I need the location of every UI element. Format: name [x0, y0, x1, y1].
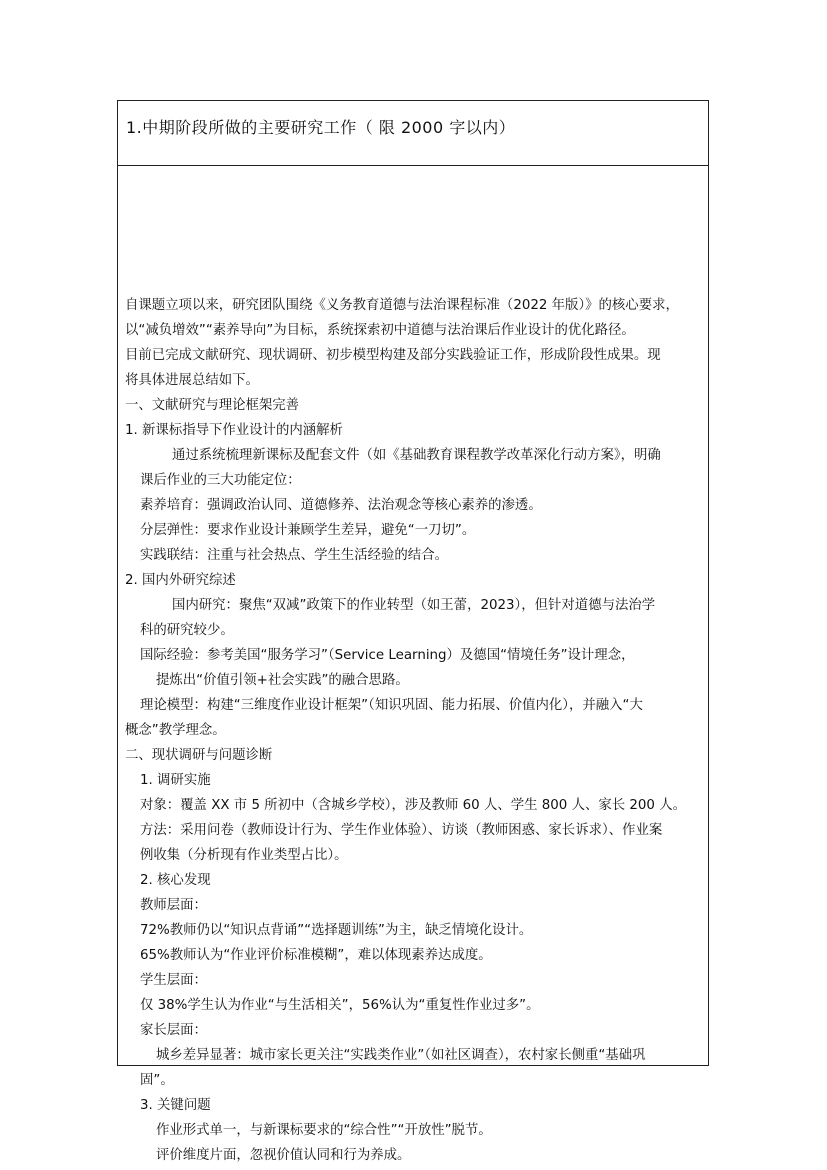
- list-item: 评价维度片面，忽视价值认同和行为养成。: [156, 1148, 411, 1163]
- heading-level-1: 一、文献研究与理论框架完善: [125, 398, 300, 413]
- heading-level-2: 1. 新课标指导下作业设计的内涵解析: [125, 423, 343, 438]
- list-item: 仅 38%学生认为作业“与生活相关”，56%认为“重复性作业过多”。: [140, 998, 540, 1013]
- paragraph-line: 国际经验：参考美国“服务学习”（Service Learning）及德国“情境任务”设计理念，: [140, 648, 635, 663]
- heading-level-2: 2. 核心发现: [140, 873, 211, 888]
- list-item: 65%教师认为“作业评价标准模糊”，难以体现素养达成度。: [140, 948, 492, 963]
- list-item: 城乡差异显著：城市家长更关注“实践类作业”（如社区调查），农村家长侧重“基础巩: [156, 1048, 646, 1063]
- list-item: 实践联结：注重与社会热点、学生生活经验的结合。: [140, 548, 448, 563]
- paragraph-line: 提炼出“价值引领+社会实践”的融合思路。: [156, 673, 409, 688]
- heading-level-2: 3. 关键问题: [140, 1098, 211, 1113]
- subheading: 家长层面：: [140, 1023, 207, 1038]
- paragraph-line: 课后作业的三大功能定位：: [140, 473, 301, 488]
- paragraph-line: 国内研究：聚焦“双减”政策下的作业转型（如王蕾，2023），但针对道德与法治学: [172, 598, 656, 613]
- section-header-cell: [118, 101, 708, 166]
- list-item: 素养培育：强调政治认同、道德修养、法治观念等核心素养的渗透。: [140, 498, 542, 513]
- list-item: 固”。: [140, 1073, 174, 1088]
- list-item: 作业形式单一，与新课标要求的“综合性”“开放性”脱节。: [156, 1123, 492, 1138]
- paragraph-line: 通过系统梳理新课标及配套文件（如《基础教育课程教学改革深化行动方案》，明确: [172, 448, 661, 463]
- paragraph-line: 科的研究较少。: [140, 623, 234, 638]
- list-item: 72%教师仍以“知识点背诵”“选择题训练”为主，缺乏情境化设计。: [140, 923, 533, 938]
- paragraph-line: 目前已完成文献研究、现状调研、初步模型构建及部分实践验证工作，形成阶段性成果。现: [125, 348, 661, 363]
- paragraph-line: 将具体进展总结如下。: [125, 373, 259, 388]
- heading-level-2: 2. 国内外研究综述: [125, 573, 236, 588]
- paragraph-line: 概念”教学理念。: [125, 723, 226, 738]
- paragraph-line: 方法：采用问卷（教师设计行为、学生作业体验）、访谈（教师困惑、家长诉求）、作业案: [140, 823, 663, 838]
- heading-level-1: 二、现状调研与问题诊断: [125, 748, 273, 763]
- section-body: [118, 166, 708, 1163]
- heading-level-2: 1. 调研实施: [140, 773, 211, 788]
- paragraph-line: 理论模型：构建“三维度作业设计框架”（知识巩固、能力拓展、价值内化），并融入“大: [140, 698, 643, 713]
- subheading: 学生层面：: [140, 973, 207, 988]
- section-title: 1.中期阶段所做的主要研究工作（ 限 2000 字以内）: [126, 118, 516, 137]
- paragraph-line: 例收集（分析现有作业类型占比）。: [140, 848, 348, 863]
- subheading: 教师层面：: [140, 898, 207, 913]
- paragraph-line: 对象：覆盖 XX 市 5 所初中（含城乡学校），涉及教师 60 人、学生 800 人、家长 200 人。: [140, 798, 686, 813]
- list-item: 分层弹性：要求作业设计兼顾学生差异，避免“一刀切”。: [140, 523, 476, 538]
- paragraph-line: 自课题立项以来，研究团队围绕《义务教育道德与法治课程标准（2022 年版）》的核心要求，: [125, 298, 679, 313]
- paragraph-line: 以“减负增效”“素养导向”为目标，系统探索初中道德与法治课后作业设计的优化路径。: [125, 323, 635, 338]
- report-form-table: [117, 100, 709, 1163]
